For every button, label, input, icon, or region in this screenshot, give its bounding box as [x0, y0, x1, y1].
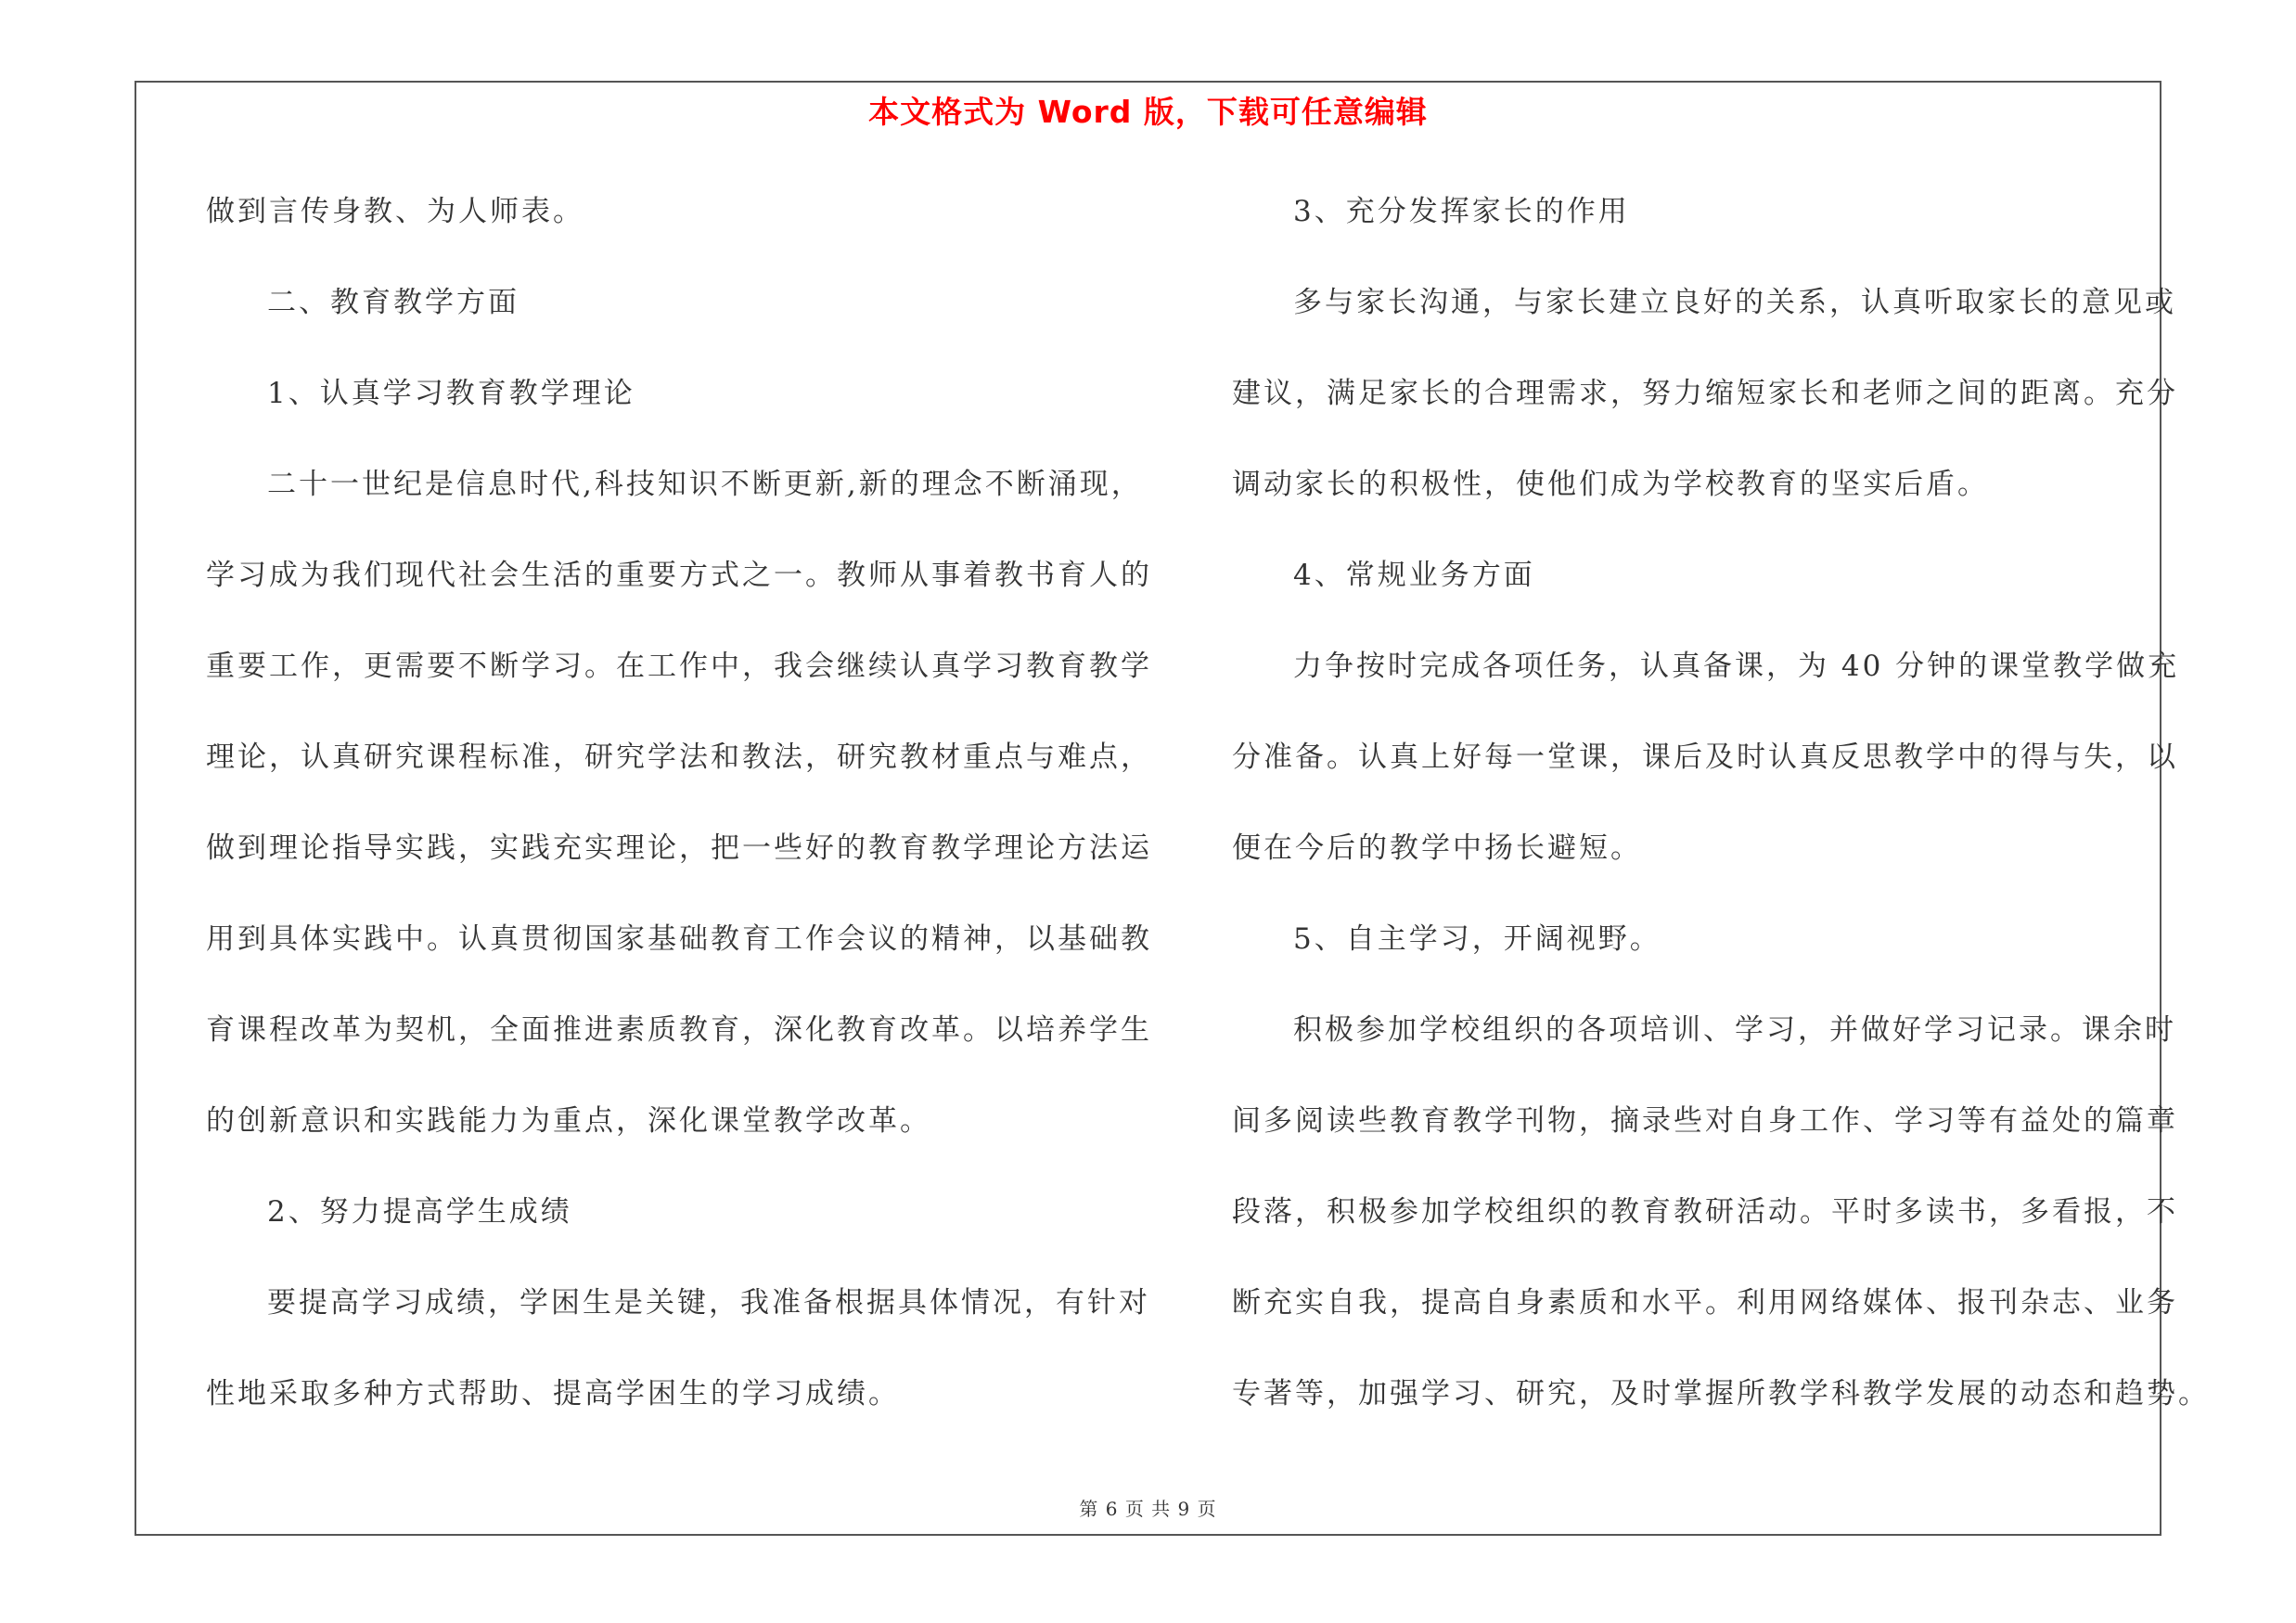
- paragraph-line: 4、常规业务方面: [1293, 559, 1535, 592]
- paragraph-line: 用到具体实践中。认真贯彻国家基础教育工作会议的精神，以基础教: [206, 922, 1152, 956]
- paragraph-line: 做到理论指导实践，实践充实理论，把一些好的教育教学理论方法运: [206, 831, 1152, 865]
- paragraph-line: 要提高学习成绩，学困生是关键，我准备根据具体情况，有针对: [267, 1286, 1150, 1320]
- paragraph-line: 便在今后的教学中扬长避短。: [1232, 831, 1642, 865]
- paragraph-line: 学习成为我们现代社会生活的重要方式之一。教师从事着教书育人的: [206, 559, 1152, 592]
- paragraph-line: 2、努力提高学生成绩: [267, 1195, 572, 1229]
- paragraph-line: 力争按时完成各项任务，认真备课，为 40 分钟的课堂教学做充: [1293, 650, 2180, 683]
- paragraph-line: 重要工作，更需要不断学习。在工作中，我会继续认真学习教育教学: [206, 650, 1152, 683]
- paragraph-line: 断充实自我，提高自身素质和水平。利用网络媒体、报刊杂志、业务: [1232, 1286, 2178, 1320]
- paragraph-line: 二、教育教学方面: [267, 286, 519, 319]
- paragraph-line: 1、认真学习教育教学理论: [267, 377, 635, 410]
- paragraph-line: 3、充分发挥家长的作用: [1293, 195, 1630, 228]
- paragraph-line: 分准备。认真上好每一堂课，课后及时认真反思教学中的得与失，以: [1232, 741, 2178, 774]
- page-number-footer: 第 6 页 共 9 页: [1079, 1498, 1217, 1520]
- paragraph-line: 做到言传身教、为人师表。: [206, 195, 584, 228]
- paragraph-line: 专著等，加强学习、研究，及时掌握所教学科教学发展的动态和趋势。: [1232, 1377, 2210, 1410]
- paragraph-line: 调动家长的积极性，使他们成为学校教育的坚实后盾。: [1232, 468, 1989, 501]
- paragraph-line: 间多阅读些教育教学刊物，摘录些对自身工作、学习等有益处的篇章: [1232, 1104, 2178, 1138]
- paragraph-line: 育课程改革为契机，全面推进素质教育，深化教育改革。以培养学生: [206, 1013, 1152, 1047]
- right-column: [1232, 178, 2210, 1451]
- paragraph-line: 积极参加学校组织的各项培训、学习，并做好学习记录。课余时: [1293, 1013, 2176, 1047]
- paragraph-line: 建议，满足家长的合理需求，努力缩短家长和老师之间的距离。充分: [1232, 377, 2178, 410]
- paragraph-line: 的创新意识和实践能力为重点，深化课堂教学改革。: [206, 1104, 931, 1138]
- left-column: [206, 178, 1152, 1451]
- paragraph-line: 二十一世纪是信息时代,科技知识不断更新,新的理念不断涌现，: [267, 468, 1143, 501]
- paragraph-line: 理论，认真研究课程标准，研究学法和教法，研究教材重点与难点，: [206, 741, 1152, 774]
- paragraph-line: 5、自主学习，开阔视野。: [1293, 922, 1661, 956]
- header-banner: 本文格式为 Word 版，下载可任意编辑: [868, 94, 1428, 130]
- paragraph-line: 多与家长沟通，与家长建立良好的关系，认真听取家长的意见或: [1293, 286, 2176, 319]
- paragraph-line: 性地采取多种方式帮助、提高学困生的学习成绩。: [206, 1377, 900, 1410]
- paragraph-line: 段落，积极参加学校组织的教育教研活动。平时多读书，多看报，不: [1232, 1195, 2178, 1229]
